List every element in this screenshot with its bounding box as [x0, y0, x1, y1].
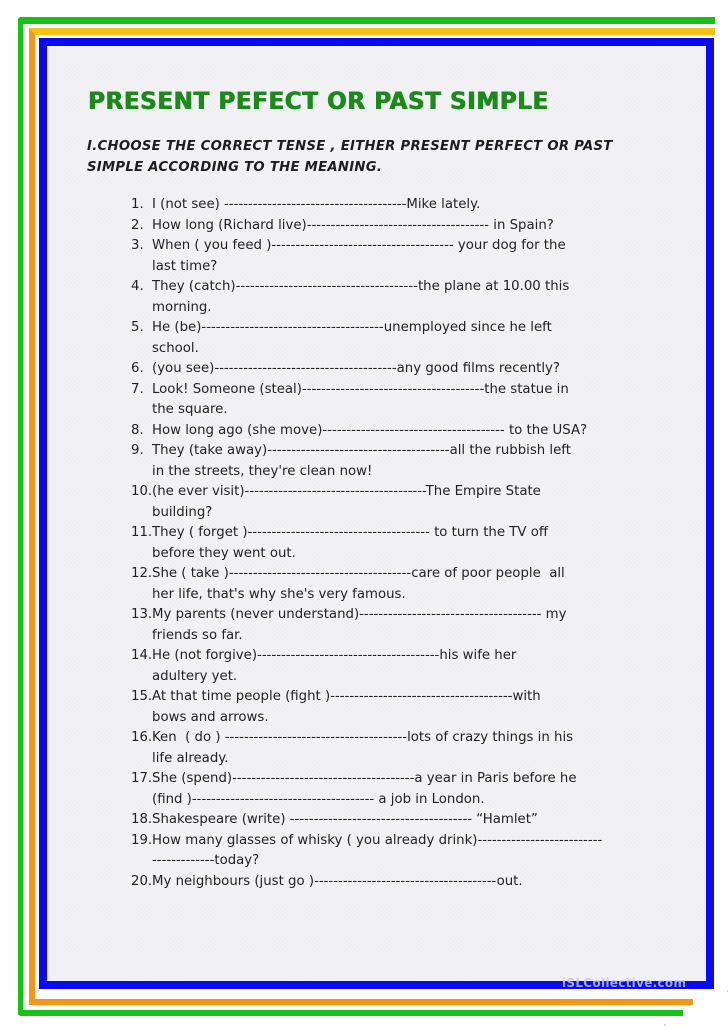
exercise-item [130, 380, 660, 421]
item-line: They (catch)--------------------------------------the plane at 10.00 this [152, 279, 570, 294]
item-line: the square. [152, 402, 228, 417]
exercise-item [130, 359, 660, 380]
item-line: (find )-------------------------------------- a job in London. [152, 791, 485, 807]
exercise-item [130, 769, 660, 810]
item-line: last time? [152, 258, 218, 274]
item-line: building? [152, 504, 213, 520]
worksheet-title: PRESENT PEFECT OR PAST SIMPLE [88, 88, 549, 116]
item-text [152, 523, 660, 564]
item-text [152, 380, 660, 421]
item-text [152, 236, 660, 277]
item-number: 15. [131, 689, 153, 704]
exercise-item [130, 482, 660, 523]
item-number: 5. [131, 320, 144, 335]
item-number: 16. [131, 730, 153, 745]
item-line: bows and arrows. [152, 709, 269, 725]
item-text [152, 216, 660, 237]
item-line: friends so far. [152, 627, 243, 643]
item-number: 17. [131, 771, 153, 786]
exercise-item [130, 277, 660, 318]
item-line: I (not see) --------------------------------------Mike lately. [152, 197, 481, 212]
item-line: He (not forgive)--------------------------------------his wife her [152, 648, 517, 663]
item-text [152, 810, 660, 831]
item-line: in the streets, they're clean now! [152, 463, 373, 479]
item-line: Shakespeare (write) -------------------------------------- “Hamlet” [152, 812, 538, 827]
item-line: morning. [152, 299, 212, 315]
item-line: They ( forget )-------------------------------------- to turn the TV off [152, 525, 548, 540]
item-line: -------------today? [152, 853, 260, 868]
watermark: iSLCollective.com [562, 976, 687, 990]
exercise-item [130, 605, 660, 646]
exercise-item [130, 728, 660, 769]
item-text [152, 687, 660, 728]
instruction-line: SIMPLE ACCORDING TO THE MEANING. [87, 160, 383, 175]
item-number: 19. [131, 832, 153, 848]
instruction-line: I.CHOOSE THE CORRECT TENSE , EITHER PRESENT PERFECT OR PAST [87, 139, 613, 154]
item-text [152, 872, 660, 893]
item-text [152, 277, 660, 318]
item-text [152, 831, 660, 872]
exercise-item [130, 687, 660, 728]
item-text [152, 646, 660, 687]
item-text [152, 482, 660, 523]
item-text [152, 421, 660, 442]
exercise-list [130, 195, 660, 892]
item-line: He (be)--------------------------------------unemployed since he left [152, 320, 552, 335]
item-line: life already. [152, 750, 229, 766]
item-number: 20. [131, 873, 153, 889]
exercise-item [130, 318, 660, 359]
item-number: 2. [131, 217, 144, 233]
item-text [152, 441, 660, 482]
exercise-item [130, 236, 660, 277]
item-line: How long ago (she move)-------------------------------------- to the USA? [152, 422, 588, 438]
item-line: She ( take )--------------------------------------care of poor people all [152, 566, 565, 581]
item-text [152, 318, 660, 359]
item-number: 10. [131, 484, 153, 499]
item-line: My neighbours (just go )--------------------------------------out. [152, 873, 523, 889]
item-line: (you see)--------------------------------------any good films recently? [152, 361, 560, 376]
item-line: Ken ( do ) --------------------------------------lots of crazy things in his [152, 730, 574, 745]
item-number: 18. [131, 812, 153, 827]
exercise-item [130, 810, 660, 831]
item-number: 9. [131, 443, 144, 458]
item-line: her life, that's why she's very famous. [152, 586, 406, 602]
item-number: 1. [131, 197, 144, 212]
item-line: How long (Richard live)-------------------------------------- in Spain? [152, 217, 554, 233]
item-number: 8. [131, 422, 144, 438]
item-number: 6. [131, 361, 144, 376]
exercise-item [130, 831, 660, 872]
item-number: 14. [131, 648, 153, 663]
item-text [152, 564, 660, 605]
exercise-item [130, 523, 660, 564]
scan-speck [664, 1024, 666, 1026]
item-number: 12. [131, 566, 153, 581]
item-text [152, 605, 660, 646]
item-line: They (take away)--------------------------------------all the rubbish left [152, 443, 571, 458]
exercise-item [130, 646, 660, 687]
exercise-item [130, 216, 660, 237]
item-text [152, 728, 660, 769]
item-number: 13. [131, 607, 153, 622]
item-number: 4. [131, 279, 144, 294]
item-line: She (spend)--------------------------------------a year in Paris before he [152, 771, 577, 786]
item-number: 3. [131, 238, 144, 253]
exercise-item [130, 441, 660, 482]
exercise-item [130, 872, 660, 893]
item-line: When ( you feed )-------------------------------------- your dog for the [152, 238, 566, 253]
item-line: (he ever visit)--------------------------------------The Empire State [152, 484, 541, 499]
item-line: school. [152, 340, 199, 356]
exercise-item [130, 195, 660, 216]
frame-gap [693, 996, 723, 1008]
item-line: At that time people (fight )--------------------------------------with [152, 689, 541, 704]
exercise-item [130, 564, 660, 605]
item-number: 7. [131, 381, 144, 397]
item-line: Look! Someone (steal)--------------------------------------the statue in [152, 381, 569, 397]
item-line: How many glasses of whisky ( you already drink)-------------------------- [152, 832, 603, 848]
item-text [152, 769, 660, 810]
item-number: 11. [131, 525, 153, 540]
item-text [152, 359, 660, 380]
exercise-instruction [87, 136, 647, 178]
item-line: My parents (never understand)-------------------------------------- my [152, 607, 567, 622]
item-line: before they went out. [152, 545, 296, 561]
exercise-item [130, 421, 660, 442]
item-text [152, 195, 660, 216]
item-line: adultery yet. [152, 668, 238, 684]
